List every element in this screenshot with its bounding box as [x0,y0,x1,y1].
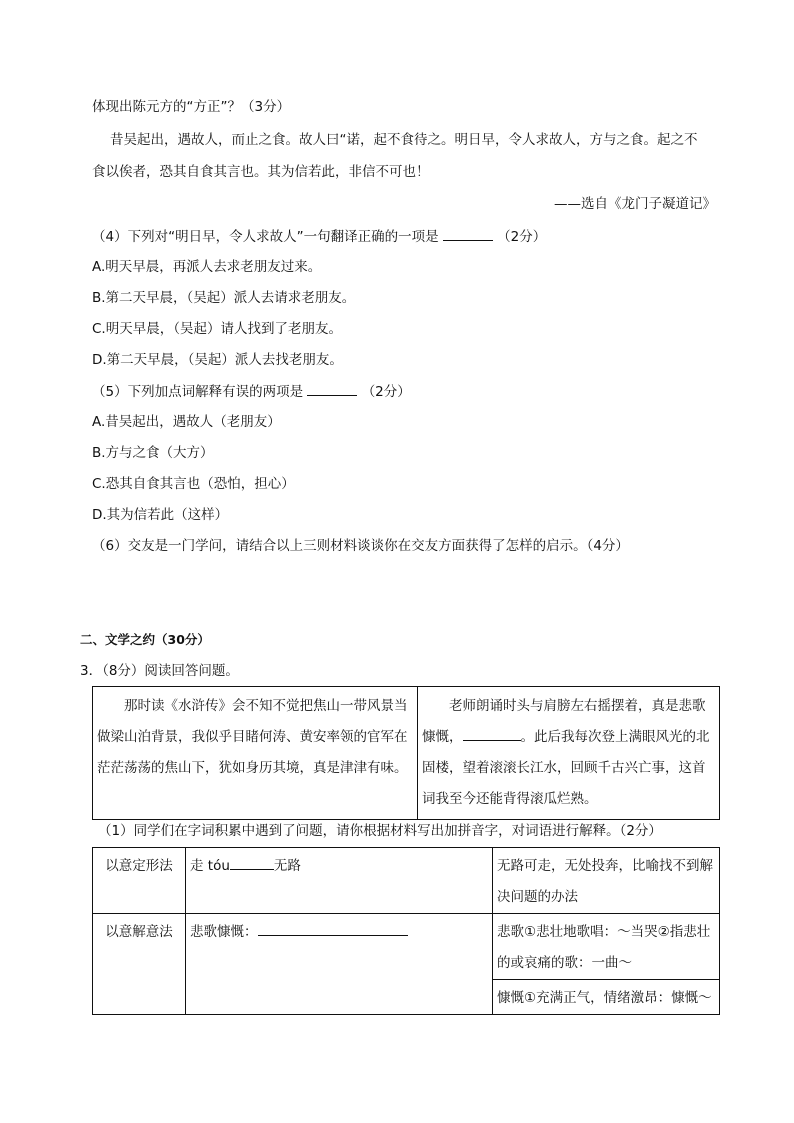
row2-word [186,914,493,1015]
row1-definition: 无路可走，无处投奔，比喻找不到解决问题的办法 [493,848,720,914]
q2-continuation: 体现出陈元方的“方正”？（3分） [92,99,291,115]
q4-option-d: D.第二天早晨，（吴起）派人去找老朋友。 [92,352,343,368]
q5-option-c: C.恐其自食其言也（恐怕，担心） [92,476,295,492]
q4-option-c: C.明天早晨，（吴起）请人找到了老朋友。 [92,321,342,337]
q5-option-b: B.方与之食（大方） [92,445,214,461]
material-right-text-b: 。此后我每次登上满眼风光的北固楼，望着滚滚长江水，回顾千古兴亡事，这首词我至今还能背得滚瓜烂熟。 [422,729,710,807]
material-left: 那时读《水浒传》会不知不觉把焦山一带风景当做梁山泊背景，我似乎目睹何涛、黄安率领的官军在茫茫荡荡的焦山下，犹如身历其境，真是津津有味。 [93,687,418,820]
q4-stem [92,226,546,247]
q4-score: （2分） [497,229,547,245]
q4-answer-blank[interactable] [443,226,493,241]
q4-option-b: B.第二天早晨，（吴起）派人去请求老朋友。 [92,290,356,306]
passage-line-1: 昔吴起出，遇故人，而止之食。故人曰“诺，起不食待之。明日早，令人求故人，方与之食。起之不 [110,132,698,148]
row2-definition-a: 悲歌①悲壮地歌唱：～当哭②指悲壮的或哀痛的歌：一曲～ [493,914,720,980]
q5-stem-text: （5）下列加点词解释有误的两项是 [92,384,304,400]
row1-word [186,848,493,914]
row2-method: 以意解意法 [93,914,186,1015]
passage-line-2: 食以俟者，恐其自食其言也。其为信若此，非信不可也！ [92,164,430,180]
material-table [92,686,720,820]
q5-stem [92,381,411,402]
sub-question-1: （1）同学们在字词积累中遇到了问题，请你根据材料写出加拼音字，对词语进行解释。（2分） [98,823,662,839]
section-title: 二、文学之约（30分） [80,632,210,647]
q6-stem: （6）交友是一门学问，请结合以上三则材料谈谈你在交友方面获得了怎样的启示。（4分） [92,538,629,554]
material-right [418,687,720,820]
q5-score: （2分） [361,384,411,400]
row1-method: 以意定形法 [93,848,186,914]
vocab-table [92,847,720,1015]
passage-source: ——选自《龙门子凝道记》 [554,196,716,212]
q4-option-a: A.明天早晨，再派人去求老朋友过来。 [92,259,322,275]
q3-heading: 3．（8分）阅读回答问题。 [80,663,239,679]
q4-stem-text: （4）下列对“明日早，令人求故人”一句翻译正确的一项是 [92,229,439,245]
q5-answer-blank[interactable] [307,381,357,396]
row2-definition-b: 慷慨①充满正气，情绪激昂：慷慨～ [493,980,720,1015]
q5-option-a: A.昔吴起出，遇故人（老朋友） [92,414,281,430]
row1-word-a: 走 tóu [190,858,230,874]
material-answer-blank[interactable] [463,726,521,741]
row1-word-b: 无路 [273,858,301,874]
material-right-text-a: 老师朗诵时头与肩膀左右摇摆着，真是悲歌慷慨， [422,698,706,745]
row2-answer-blank[interactable] [258,921,408,936]
row2-word-label: 悲歌慷慨： [190,924,258,940]
q5-option-d: D.其为信若此（这样） [92,507,229,523]
row1-answer-blank[interactable] [230,855,274,870]
